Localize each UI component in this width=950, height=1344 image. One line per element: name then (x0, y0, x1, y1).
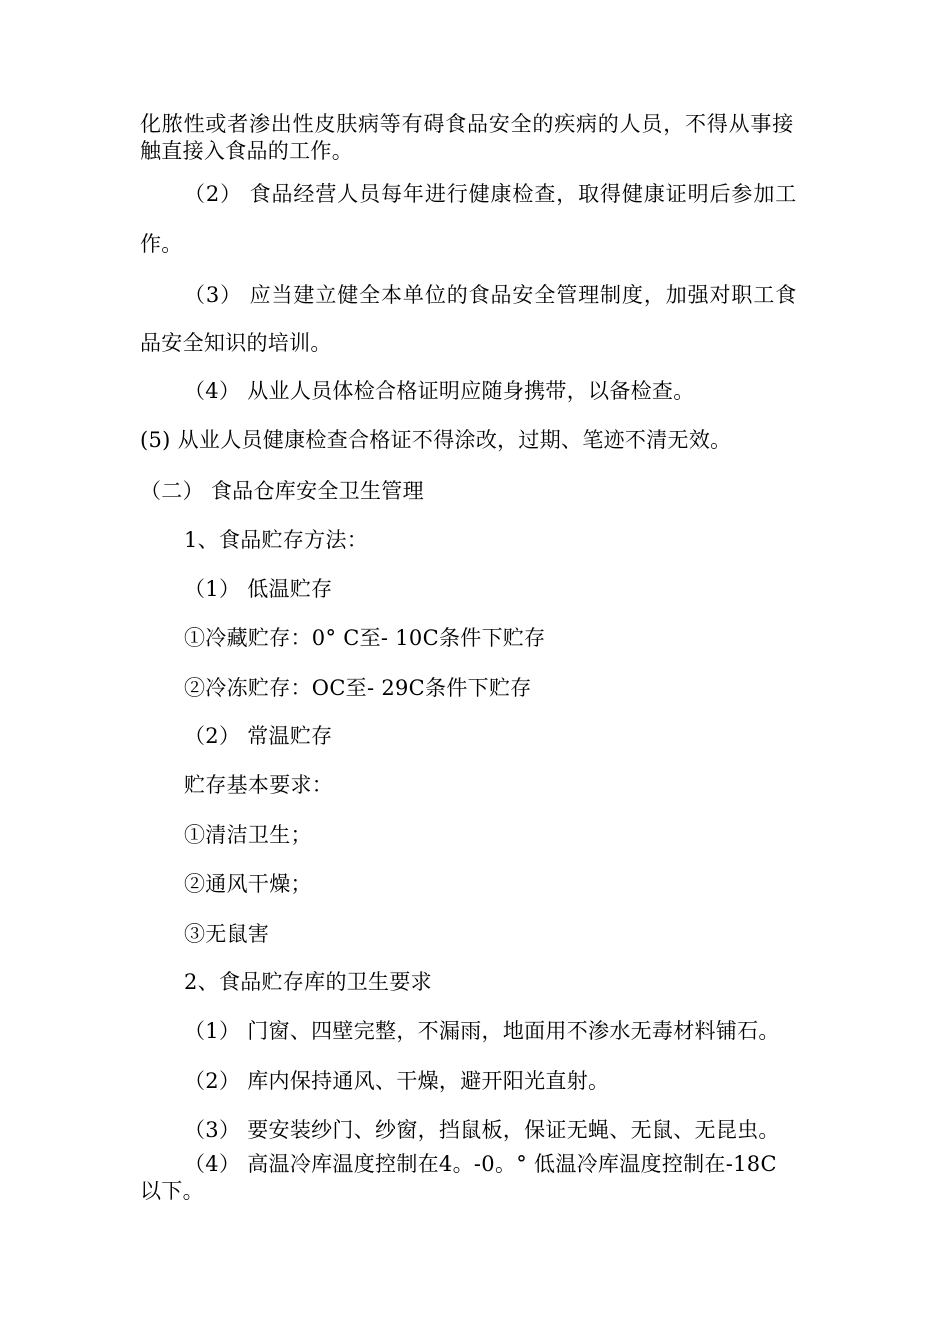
section-heading: （二） 食品仓库安全卫生管理 (140, 479, 424, 503)
text-line: （1） 门窗、四壁完整，不漏雨，地面用不渗水无毒材料铺石。 (184, 1019, 780, 1043)
text-line: ①清洁卫生； (184, 823, 312, 847)
text-line: （3） 要安装纱门、纱窗，挡鼠板，保证无蝇、无鼠、无昆虫。 (184, 1118, 780, 1142)
text-line: ②冷冻贮存：OC至- 29C条件下贮存 (184, 676, 532, 700)
text-line: 2、食品贮存库的卫生要求 (184, 970, 432, 994)
text-line: （4） 高温冷库温度控制在4。-0。° 低温冷库温度控制在-18C (184, 1152, 777, 1176)
text-line: ①冷藏贮存：0° C至- 10C条件下贮存 (184, 626, 546, 650)
text-line: （1） 低温贮存 (184, 577, 333, 601)
text-line: （4） 从业人员体检合格证明应随身携带，以备检查。 (184, 379, 695, 403)
text-line: （2） 食品经营人员每年进行健康检查，取得健康证明后参加工 (184, 182, 798, 206)
text-line: 触直接入食品的工作。 (140, 139, 353, 163)
text-line: 品安全知识的培训。 (140, 331, 332, 355)
text-line: 以下。 (140, 1179, 204, 1203)
text-line: 1、食品贮存方法： (184, 528, 369, 552)
text-line: ③无鼠害 (184, 922, 270, 946)
text-line: 贮存基本要求： (184, 773, 334, 797)
text-line: （2） 库内保持通风、干燥，避开阳光直射。 (184, 1069, 610, 1093)
text-line: (5) 从业人员健康检查合格证不得涂改，过期、笔迹不清无效。 (140, 428, 732, 452)
text-line: 作。 (140, 232, 183, 256)
text-line: （3） 应当建立健全本单位的食品安全管理制度，加强对职工食 (184, 283, 798, 307)
text-line: 化脓性或者渗出性皮肤病等有碍食品安全的疾病的人员，不得从事接 (140, 112, 794, 136)
text-line: ②通风干燥； (184, 872, 312, 896)
text-line: （2） 常温贮存 (184, 724, 333, 748)
